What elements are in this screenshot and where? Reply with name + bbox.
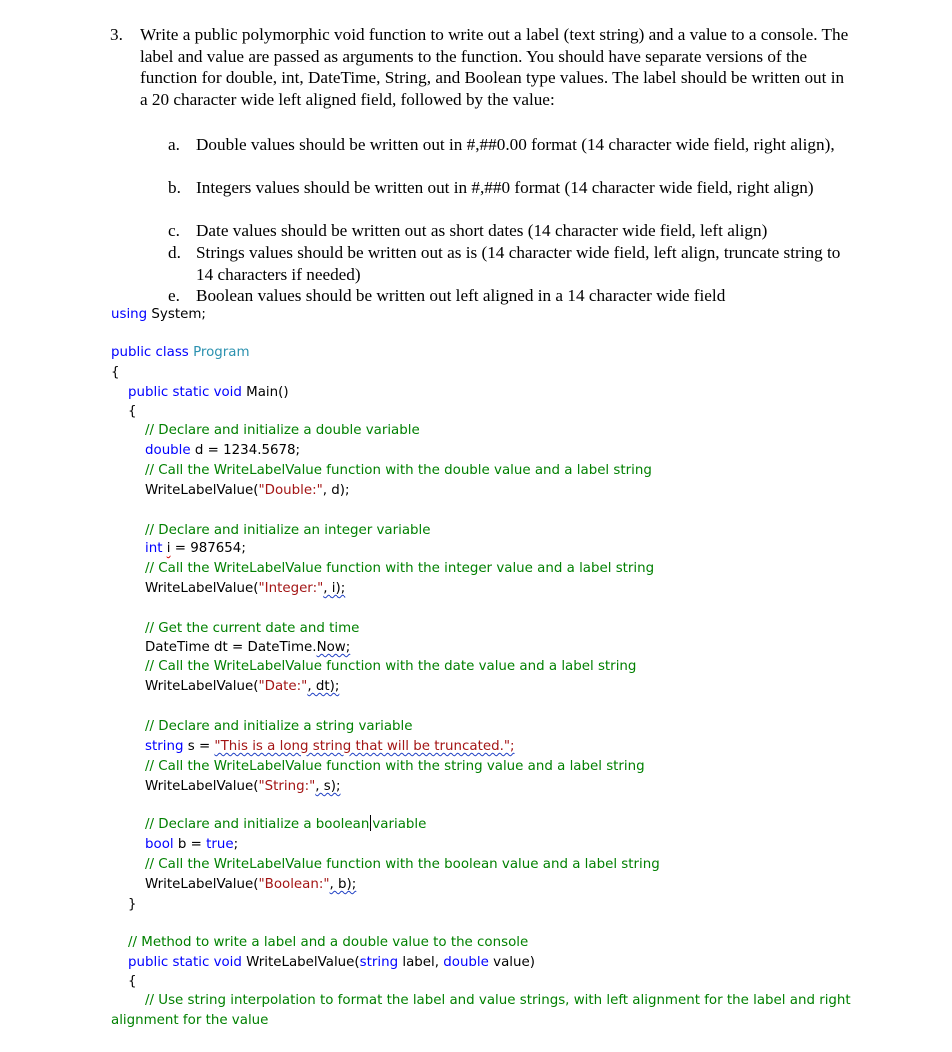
code-text: WriteLabelValue(	[145, 679, 259, 694]
code-comment: // Use string interpolation to format the label and value strings, with left alignment for the label and right	[145, 993, 851, 1008]
code-line	[145, 441, 300, 461]
code-text: , b);	[329, 877, 357, 892]
code-line	[145, 638, 350, 658]
code-text: i	[166, 541, 171, 556]
list-text: Integers values should be written out in #,##0 format (14 character wide field, right align)	[196, 178, 814, 197]
code-line	[145, 777, 341, 797]
list-letter: d.	[168, 243, 181, 262]
type-name: Program	[193, 345, 250, 360]
code-text: WriteLabelValue(	[145, 581, 259, 596]
code-text: DateTime dt = DateTime.	[145, 640, 317, 655]
code-text: WriteLabelValue(	[145, 779, 259, 794]
keyword: public static void	[128, 385, 242, 400]
keyword: true	[206, 837, 234, 852]
code-text: Main()	[241, 385, 289, 400]
code-line	[145, 481, 350, 501]
code-line-main	[128, 383, 289, 403]
code-brace: {	[128, 974, 137, 989]
code-line-method	[128, 953, 535, 973]
code-comment: // Call the WriteLabelValue function with the string value and a label string	[145, 759, 645, 774]
code-text: , dt);	[307, 679, 340, 694]
code-text: , i);	[323, 581, 346, 596]
keyword: string	[359, 955, 399, 970]
code-text: System;	[147, 307, 206, 322]
code-comment: // Declare and initialize an integer variable	[145, 523, 431, 538]
code-line-class	[111, 343, 250, 363]
code-text: // Declare and initialize a boolean	[145, 817, 370, 832]
code-text: WriteLabelValue(	[145, 877, 259, 892]
string-literal: "Date:"	[258, 679, 308, 694]
keyword: string	[145, 739, 184, 754]
string-literal: "Integer:"	[258, 581, 324, 596]
code-line	[145, 835, 238, 855]
keyword: double	[145, 443, 191, 458]
code-line	[145, 539, 246, 559]
string-literal: "This is a long string that will be truncated.";	[214, 739, 515, 754]
code-comment: // Declare and initialize a string variable	[145, 719, 413, 734]
code-text: = 987654;	[170, 541, 246, 556]
code-line	[145, 875, 356, 895]
code-comment: // Declare and initialize a double variable	[145, 423, 420, 438]
code-text: Now;	[316, 640, 351, 655]
code-text: value)	[488, 955, 535, 970]
code-comment: // Get the current date and time	[145, 621, 360, 636]
code-text: label,	[398, 955, 444, 970]
list-text: Date values should be written out as short dates (14 character wide field, left align)	[196, 221, 768, 240]
string-literal: "String:"	[258, 779, 316, 794]
code-comment: // Method to write a label and a double value to the console	[128, 935, 529, 950]
code-text: d = 1234.5678;	[190, 443, 301, 458]
code-text: variable	[372, 817, 427, 832]
keyword: public static void	[128, 955, 242, 970]
code-text: WriteLabelValue(	[241, 955, 360, 970]
list-text: Double values should be written out in #,##0.00 format (14 character wide field, right align),	[196, 135, 835, 154]
code-text: , s);	[315, 779, 341, 794]
question-text: Write a public polymorphic void function to write out a label (text string) and a value to a console. The label and value are passed as arguments to the function. You should have separate versions of the function for double, int, DateTime, String, and Boolean type values. The label should be written out in a 20 character wide left aligned field, followed by the value:	[140, 25, 849, 109]
code-comment: // Call the WriteLabelValue function with the date value and a label string	[145, 659, 637, 674]
code-line	[145, 677, 339, 697]
code-comment: // Call the WriteLabelValue function with the boolean value and a label string	[145, 857, 660, 872]
code-comment: alignment for the value	[111, 1013, 269, 1028]
list-text: Strings values should be written out as is (14 character wide field, left align, truncate string to 14 characters if needed)	[196, 243, 841, 284]
code-comment: // Call the WriteLabelValue function with the double value and a label string	[145, 463, 652, 478]
code-line-using	[111, 305, 206, 325]
code-comment: // Call the WriteLabelValue function with the integer value and a label string	[145, 561, 655, 576]
string-literal: "Double:"	[258, 483, 323, 498]
code-text: , d);	[322, 483, 350, 498]
keyword: double	[443, 955, 489, 970]
code-text: ;	[233, 837, 239, 852]
code-line	[145, 579, 345, 599]
keyword: using	[111, 307, 148, 322]
string-literal: "Boolean:"	[258, 877, 330, 892]
list-letter: c.	[168, 221, 180, 240]
code-text: b =	[173, 837, 207, 852]
list-letter: b.	[168, 178, 181, 197]
code-text: WriteLabelValue(	[145, 483, 259, 498]
code-text: s =	[183, 739, 215, 754]
code-brace: {	[111, 365, 120, 380]
list-text: Boolean values should be written out left aligned in a 14 character wide field	[196, 286, 726, 305]
keyword: public class	[111, 345, 189, 360]
question-number: 3.	[110, 25, 123, 44]
list-letter: a.	[168, 135, 180, 154]
code-brace: }	[128, 897, 137, 912]
code-line	[145, 737, 515, 757]
code-brace: {	[128, 404, 137, 419]
list-letter: e.	[168, 286, 180, 305]
keyword: bool	[145, 837, 174, 852]
keyword: int	[145, 541, 163, 556]
code-comment	[145, 815, 426, 835]
